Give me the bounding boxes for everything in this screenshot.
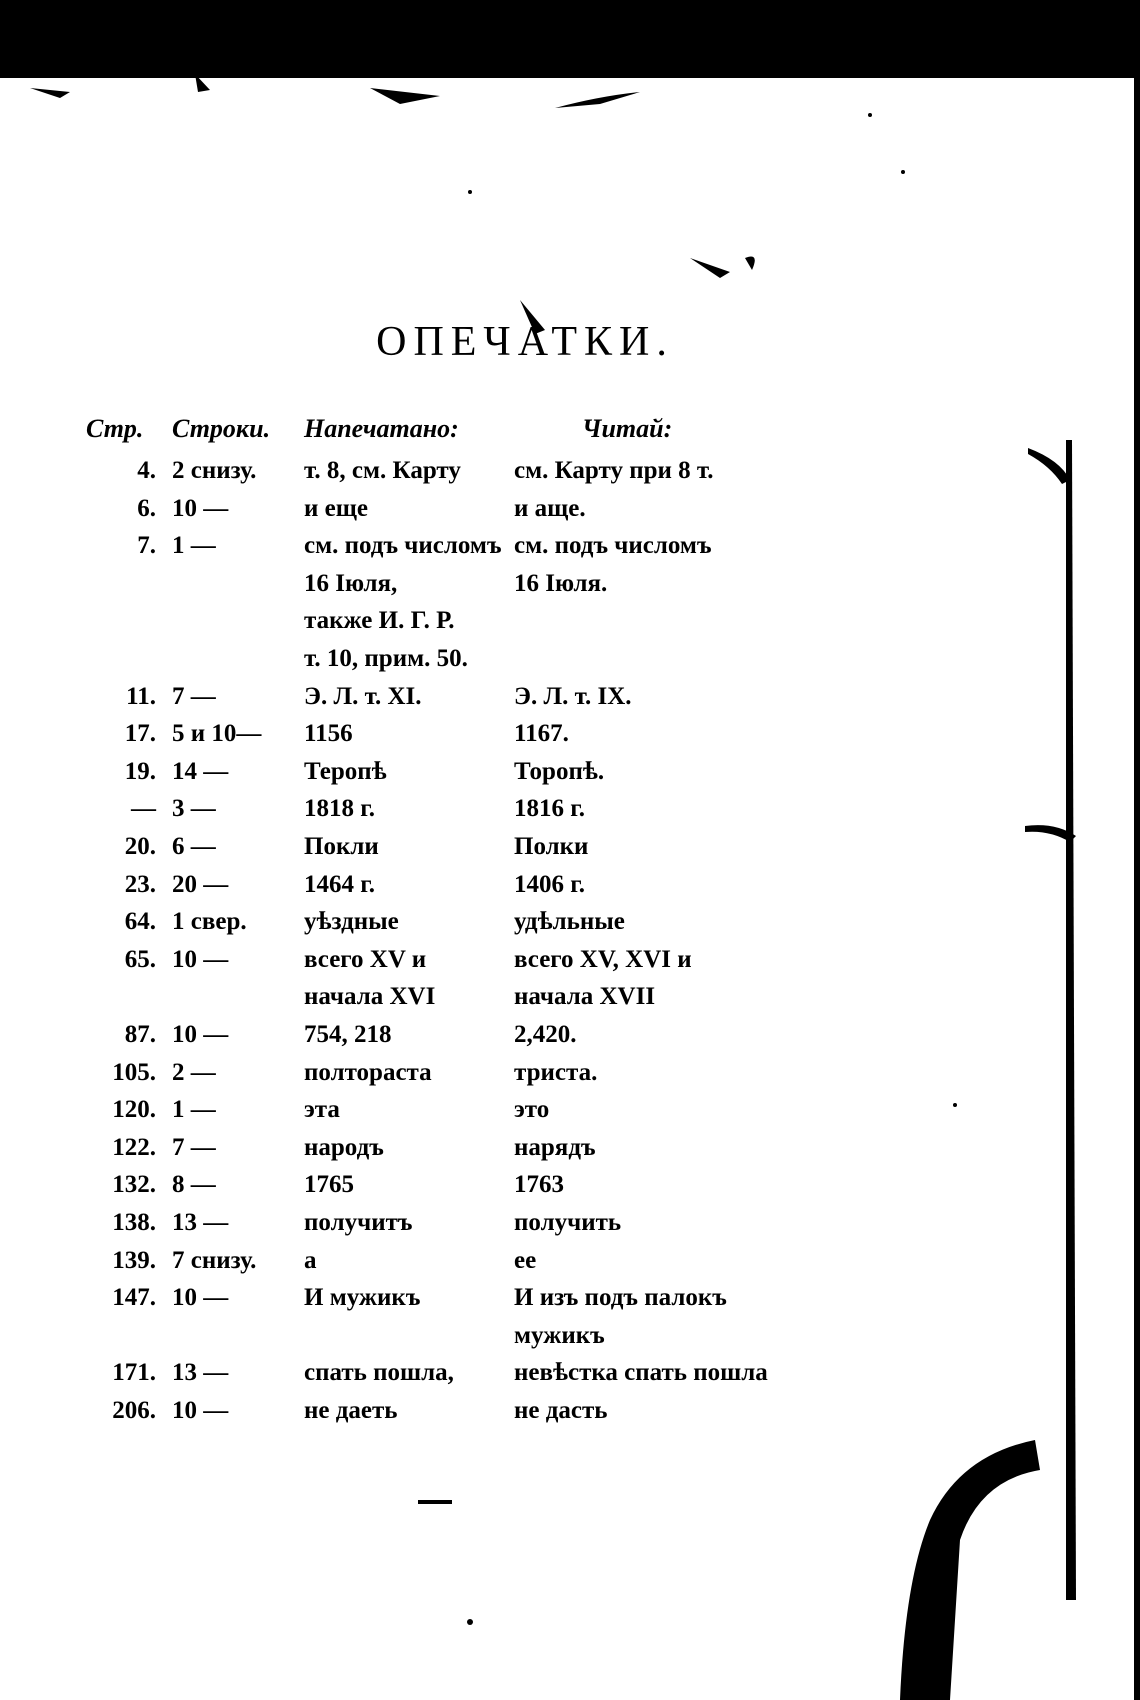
cell-lines: 10 — (172, 1021, 229, 1048)
table-row (0, 1279, 1140, 1317)
cell-lines: 10 — (172, 1284, 229, 1312)
table-row (0, 565, 1140, 603)
cell-lines: 10 — (172, 945, 229, 973)
cell-lines: 20 — (172, 870, 229, 898)
cell-lines: 8 — (172, 1171, 216, 1199)
cell-lines: 1 — (172, 1096, 216, 1124)
cell-read: см. подъ числомъ (514, 532, 712, 560)
cell-page: 19. (124, 757, 156, 785)
cell-printed: т. 8, см. Карту (304, 457, 461, 484)
table-row (0, 1204, 1140, 1242)
cell-lines: 6 — (172, 833, 216, 860)
table-row (0, 1392, 1140, 1430)
table-row (0, 790, 1140, 828)
cell-read: Э. Л. т. IX. (514, 682, 632, 710)
cell-page: 4. (137, 457, 156, 484)
cell-page: — (131, 795, 156, 823)
cell-page: 11. (126, 682, 156, 710)
cell-printed: эта (304, 1096, 340, 1124)
cell-printed: всего XV и (304, 945, 427, 973)
table-row (0, 866, 1140, 904)
cell-printed: 16 Іюля, (304, 569, 398, 597)
cell-page: 206. (112, 1397, 156, 1424)
cell-printed: и еще (304, 494, 368, 522)
cell-lines: 1 свер. (172, 908, 247, 936)
cell-read: 1406 г. (514, 870, 586, 898)
page-title-text: ОПЕЧАТКИ. (376, 319, 674, 365)
cell-read: 1763 (514, 1171, 564, 1199)
cell-read: триста. (514, 1058, 598, 1086)
cell-printed: Э. Л. т. XI. (304, 682, 422, 710)
table-row (0, 1091, 1140, 1129)
cell-printed: начала XVI (304, 983, 436, 1011)
cell-printed: не даеть (304, 1397, 398, 1424)
end-rule (418, 1500, 452, 1504)
cell-page: 6. (137, 494, 156, 522)
cell-page: 65. (124, 945, 156, 973)
cell-read: Полки (514, 833, 589, 860)
cell-lines: 10 — (172, 494, 229, 522)
table-row (0, 452, 1140, 490)
cell-lines: 13 — (172, 1209, 229, 1236)
table-row (0, 678, 1140, 716)
cell-read: см. Карту при 8 т. (514, 457, 714, 484)
cell-page: 147. (112, 1284, 156, 1312)
cell-printed: уѣздные (304, 908, 399, 936)
cell-printed: также И. Г. Р. (304, 607, 455, 635)
table-row (0, 1054, 1140, 1092)
cell-lines: 1 — (172, 532, 216, 560)
cell-printed: Покли (304, 833, 379, 860)
table-row (0, 1317, 1140, 1355)
cell-printed: 1156 (304, 720, 353, 748)
cell-page: 20. (124, 833, 156, 860)
table-row (0, 1354, 1140, 1392)
cell-lines: 2 — (172, 1058, 216, 1086)
cell-printed: получитъ (304, 1209, 413, 1236)
cell-read: Торопѣ. (514, 757, 605, 785)
cell-read: нарядъ (514, 1133, 596, 1161)
cell-printed: а (304, 1246, 317, 1274)
cell-page: 139. (112, 1246, 156, 1274)
cell-read: начала XVII (514, 983, 656, 1011)
page-title (0, 318, 1140, 366)
cell-read: это (514, 1096, 550, 1124)
cell-lines: 3 — (172, 795, 216, 823)
cell-read: 16 Іюля. (514, 569, 608, 597)
cell-printed: Теропѣ (304, 757, 387, 785)
table-row (0, 1242, 1140, 1280)
table-row (0, 828, 1140, 866)
cell-printed: 1464 г. (304, 870, 376, 898)
cell-printed: спать пошла, (304, 1359, 454, 1387)
table-row (0, 715, 1140, 753)
table-row (0, 903, 1140, 941)
cell-page: 171. (112, 1359, 156, 1387)
cell-lines: 7 — (172, 1133, 216, 1161)
cell-printed: 1765 (304, 1171, 354, 1199)
cell-read: И изъ подъ палокъ (514, 1284, 727, 1312)
cell-page: 64. (124, 908, 156, 936)
cell-printed: 754, 218 (304, 1021, 392, 1048)
cell-printed: полтораста (304, 1058, 432, 1086)
cell-page: 122. (112, 1133, 156, 1161)
cell-lines: 14 — (172, 757, 229, 785)
table-row (0, 753, 1140, 791)
cell-read: всего XV, XVI и (514, 945, 692, 973)
errata-header-row (0, 410, 1140, 448)
cell-lines: 7 — (172, 682, 216, 710)
cell-lines: 5 и 10— (172, 720, 262, 748)
cell-read: 2,420. (514, 1021, 577, 1048)
cell-read: не дасть (514, 1397, 608, 1424)
table-row (0, 1166, 1140, 1204)
cell-printed: т. 10, прим. 50. (304, 645, 468, 672)
column-header-page: Стр. (86, 414, 144, 443)
cell-read: ее (514, 1246, 537, 1274)
table-row (0, 941, 1140, 979)
cell-printed: см. подъ числомъ (304, 532, 502, 560)
cell-page: 7. (137, 532, 156, 560)
cell-read: получить (514, 1209, 622, 1236)
column-header-printed: Напечатано: (304, 414, 459, 443)
table-row (0, 1129, 1140, 1167)
cell-printed: И мужикъ (304, 1284, 421, 1312)
table-row (0, 602, 1140, 640)
cell-read: мужикъ (514, 1321, 605, 1349)
cell-read: удѣльные (514, 908, 625, 936)
cell-page: 132. (112, 1171, 156, 1199)
table-row (0, 978, 1140, 1016)
column-header-lines: Строки. (172, 414, 271, 443)
cell-printed: народъ (304, 1133, 384, 1161)
cell-page: 105. (112, 1058, 156, 1086)
cell-read: невѣстка спать пошла (514, 1359, 768, 1387)
cell-page: 138. (112, 1209, 156, 1236)
cell-lines: 7 снизу. (172, 1246, 257, 1274)
cell-page: 87. (124, 1021, 156, 1048)
table-row (0, 490, 1140, 528)
cell-read: 1167. (514, 720, 569, 748)
table-row (0, 640, 1140, 678)
cell-page: 17. (124, 720, 156, 748)
column-header-read: Читай: (582, 414, 673, 443)
cell-page: 23. (124, 870, 156, 898)
table-row (0, 527, 1140, 565)
cell-read: 1816 г. (514, 795, 586, 823)
cell-lines: 10 — (172, 1397, 229, 1424)
cell-read: и аще. (514, 494, 586, 522)
cell-page: 120. (112, 1096, 156, 1124)
table-row (0, 1016, 1140, 1054)
cell-lines: 13 — (172, 1359, 229, 1387)
cell-lines: 2 снизу. (172, 457, 257, 484)
cell-printed: 1818 г. (304, 795, 376, 823)
